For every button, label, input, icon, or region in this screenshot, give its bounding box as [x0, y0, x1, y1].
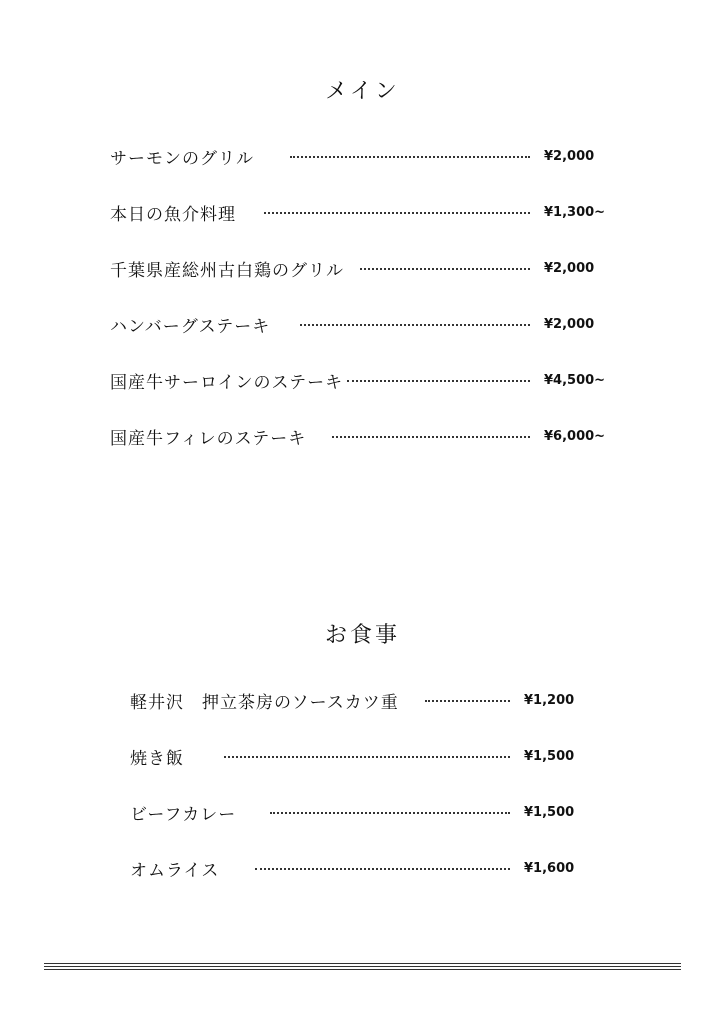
item-name: オムライス: [130, 860, 220, 881]
footer-rule: [44, 969, 681, 970]
item-name: 軽井沢 押立茶房のソースカツ重: [130, 692, 399, 713]
item-name: ビーフカレー: [130, 804, 237, 825]
footer-rule: [44, 963, 681, 964]
menu-item: [110, 254, 622, 282]
item-price: ¥1,500: [524, 748, 575, 764]
menu-item: [110, 142, 622, 170]
item-name: 千葉県産総州古白鶏のグリル: [110, 260, 344, 281]
main-section-title: メイン: [325, 79, 400, 104]
item-price: ¥6,000~: [544, 428, 606, 444]
meal-section-title: お食事: [324, 623, 400, 648]
menu-item: [110, 310, 622, 338]
dot-leader: [255, 868, 510, 870]
menu-item: [130, 798, 602, 826]
menu-item: [130, 854, 602, 882]
dot-leader: [425, 700, 510, 702]
menu-item: [130, 686, 602, 714]
dot-leader: [360, 268, 530, 270]
item-price: ¥1,600: [524, 860, 575, 876]
dot-leader: [290, 156, 530, 158]
menu-item: [110, 366, 622, 394]
dot-leader: [332, 436, 530, 438]
item-price: ¥1,300~: [544, 204, 606, 220]
dot-leader: [347, 380, 530, 382]
item-price: ¥4,500~: [544, 372, 606, 388]
footer-rule: [44, 966, 681, 967]
item-name: 焼き飯: [130, 748, 184, 769]
dot-leader: [300, 324, 530, 326]
item-name: ハンバーグステーキ: [110, 316, 271, 337]
item-price: ¥1,200: [524, 692, 575, 708]
item-price: ¥2,000: [544, 148, 595, 164]
item-price: ¥2,000: [544, 316, 595, 332]
item-name: 国産牛サーロインのステーキ: [110, 372, 344, 393]
dot-leader: [224, 756, 510, 758]
item-price: ¥2,000: [544, 260, 595, 276]
menu-item: [110, 422, 622, 450]
item-name: 国産牛フィレのステーキ: [110, 428, 307, 449]
item-price: ¥1,500: [524, 804, 575, 820]
item-name: サーモンのグリル: [110, 148, 254, 169]
item-name: 本日の魚介料理: [110, 204, 236, 225]
dot-leader: [270, 812, 510, 814]
dot-leader: [264, 212, 530, 214]
menu-item: [110, 198, 622, 226]
menu-item: [130, 742, 602, 770]
